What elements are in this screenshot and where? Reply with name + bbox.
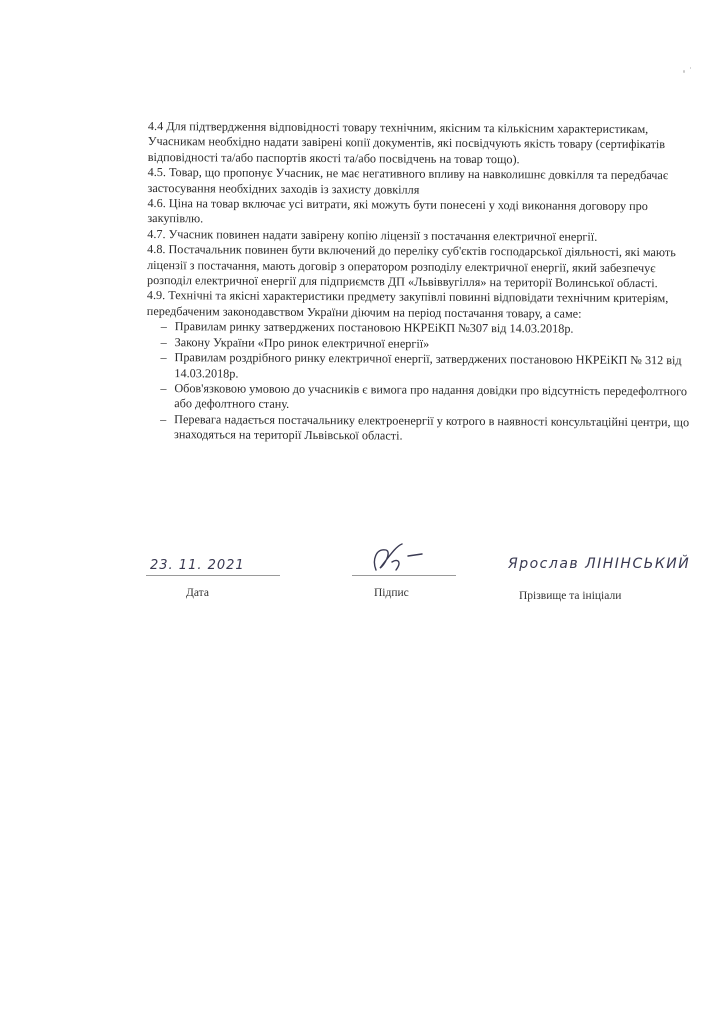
list-item: – Правилам ринку затверджених постановою НКРЕіКП №307 від 14.03.2018р.: [160, 319, 574, 336]
clause-4-9: 4.9. Технічні та якісні характеристики предмету закупівлі повинні відповідати технічним критеріям, передбаченим законодавством України діючим на період постачання товару, а саме:: [146, 288, 669, 321]
clause-4-8: 4.8. Постачальник повинен бути включений до переліку суб'єктів господарської діяльності, які мають ліцензії з постачання, мають договір з оператором розподілу електричної енергії, який забезпечує розподіл електричної енергії для підприємств ДП «Львіввугілля» на території Волинської області.: [146, 242, 676, 291]
scan-speck: [683, 70, 685, 73]
signature-caption: Підпис: [374, 587, 409, 599]
date-caption: Дата: [186, 587, 209, 599]
list-item: – Перевага надається постачальнику електроенергії у котрого в наявності консультаційні центри, що знаходяться на території Львівської області.: [160, 411, 690, 443]
clause-4-7: 4.7. Учасник повинен надати завірену копію ліцензії з постачання електричної енергії.: [147, 226, 598, 244]
terms-section: [146, 119, 694, 446]
date-line: [146, 575, 280, 576]
name-caption: Прізвище та ініціали: [519, 590, 622, 602]
list-item: – Правилам роздрібного ринку електричної енергії, затверджених постановою НКРЕіКП № 312 від 14.03.2018р.: [160, 350, 682, 381]
clause-4-6: 4.6. Ціна на товар включає усі витрати, які можуть бути понесені у ході виконання договору про закупівлю.: [147, 196, 648, 226]
signature-block: [0, 558, 724, 618]
scan-speck: [690, 67, 691, 69]
date-value: 23. 11. 2021: [150, 558, 245, 573]
clause-4-4: 4.4 Для підтвердження відповідності товару технічним, якісним та кількісним характеристикам, Учасникам необхідно надати завірені копії документів, які посвідчують якість товару (сертифікатів відповідності та/або паспортів якості та/або посвідчень на товар тощо).: [147, 119, 666, 167]
requirements-list: [146, 319, 693, 446]
signature-line: [352, 575, 456, 576]
handwritten-signature: [362, 540, 434, 580]
clause-4-5: 4.5. Товар, що пропонує Учасник, не має негативного впливу на навколишнє довкілля та передбачає застосування необхідних заходів із захисту довкілля: [147, 165, 669, 197]
list-item: – Обов'язковою умовою до учасників є вимога про надання довідки про відсутність передефолтного або дефолтного стану.: [160, 380, 687, 412]
list-item: – Закону України «Про ринок електричної енергії»: [160, 334, 430, 351]
name-value: Ярослав ЛІНІНСЬКИЙ: [508, 556, 691, 572]
